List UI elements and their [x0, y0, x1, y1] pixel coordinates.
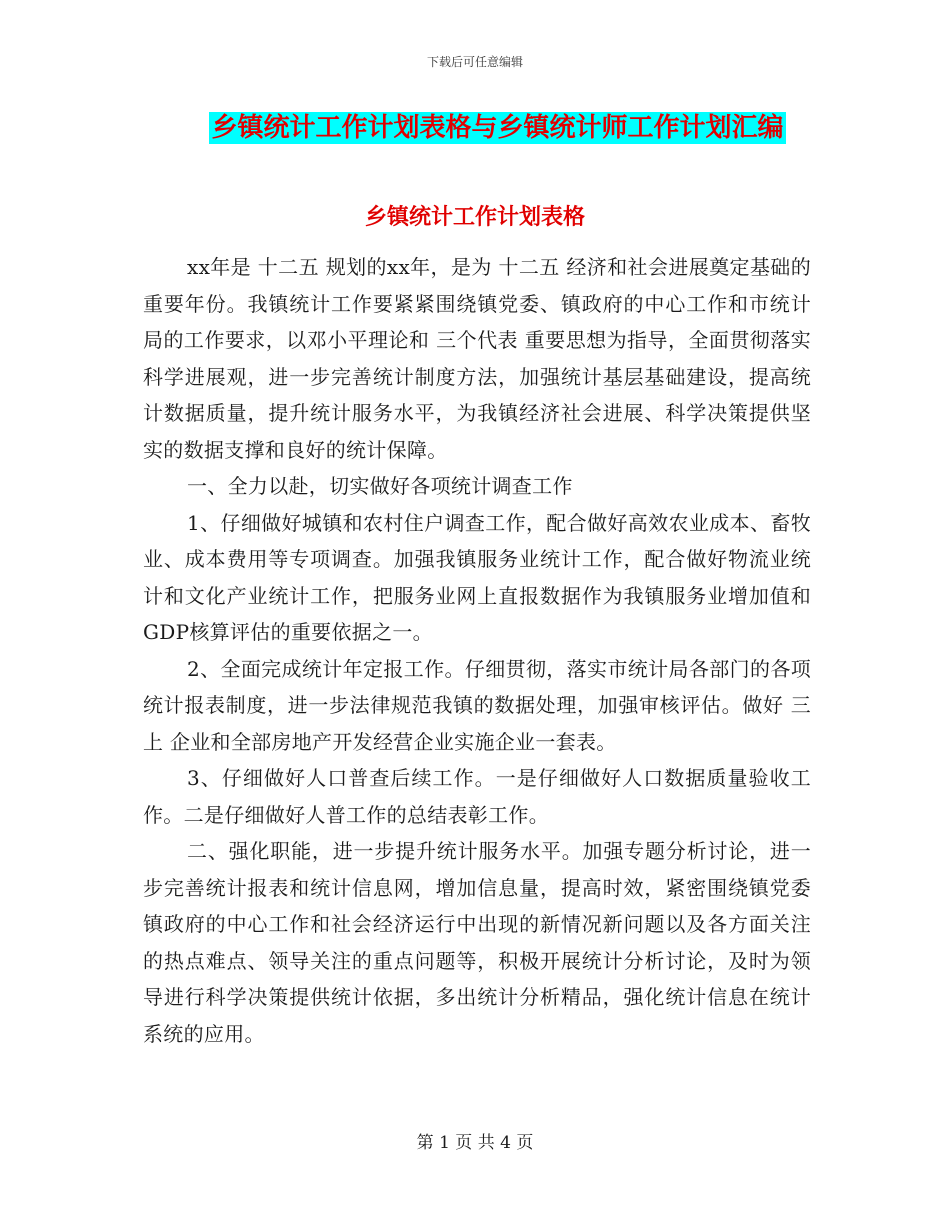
paragraph-item-2: 2、全面完成统计年定报工作。仔细贯彻，落实市统计局各部门的各项统计报表制度，进一步法律规范我镇的数据处理，加强审核评估。做好 三上 企业和全部房地产开发经营企业实施企业一套表。: [143, 656, 811, 754]
paragraph-item-1: 1、仔细做好城镇和农村住户调查工作，配合做好高效农业成本、畜牧业、成本费用等专项调查。加强我镇服务业统计工作，配合做好物流业统计和文化产业统计工作，把服务业网上直报数据作为我镇服务业增加值和GDP核算评估的重要依据之一。: [143, 510, 811, 644]
paragraph-intro: xx年是 十二五 规划的xx年，是为 十二五 经济和社会进展奠定基础的重要年份。我镇统计工作要紧紧围绕镇党委、镇政府的中心工作和市统计局的工作要求，以邓小平理论和 三个代表 重要思想为指导，全面贯彻落实科学进展观，进一步完善统计制度方法，加强统计基层基础建设，提高统计数据质量，提升统计服务水平，为我镇经济社会进展、科学决策提供坚实的数据支撑和良好的统计保障。: [143, 255, 811, 462]
paragraph-section-two: 二、强化职能，进一步提升统计服务水平。加强专题分析讨论，进一步完善统计报表和统计信息网，增加信息量，提高时效，紧密围绕镇党委镇政府的中心工作和社会经济运行中出现的新情况新问题以及各方面关注的热点难点、领导关注的重点问题等，积极开展统计分析讨论，及时为领导进行科学决策提供统计依据，多出统计分析精品，强化统计信息在统计系统的应用。: [143, 839, 811, 1046]
document-title: 乡镇统计工作计划表格与乡镇统计师工作计划汇编: [211, 113, 784, 143]
document-body: [143, 249, 811, 1052]
document-title-container: [0, 112, 950, 144]
section-title: 乡镇统计工作计划表格: [364, 205, 585, 230]
page-footer: [0, 1128, 950, 1153]
heading-section-one: 一、全力以赴，切实做好各项统计调查工作: [187, 474, 573, 498]
page-number: 第 1 页 共 4 页: [416, 1133, 534, 1153]
paragraph-item-3: 3、仔细做好人口普查后续工作。一是仔细做好人口数据质量验收工作。二是仔细做好人普工作的总结表彰工作。: [143, 766, 811, 827]
page-header-note: 下载后可任意编辑: [426, 55, 523, 69]
